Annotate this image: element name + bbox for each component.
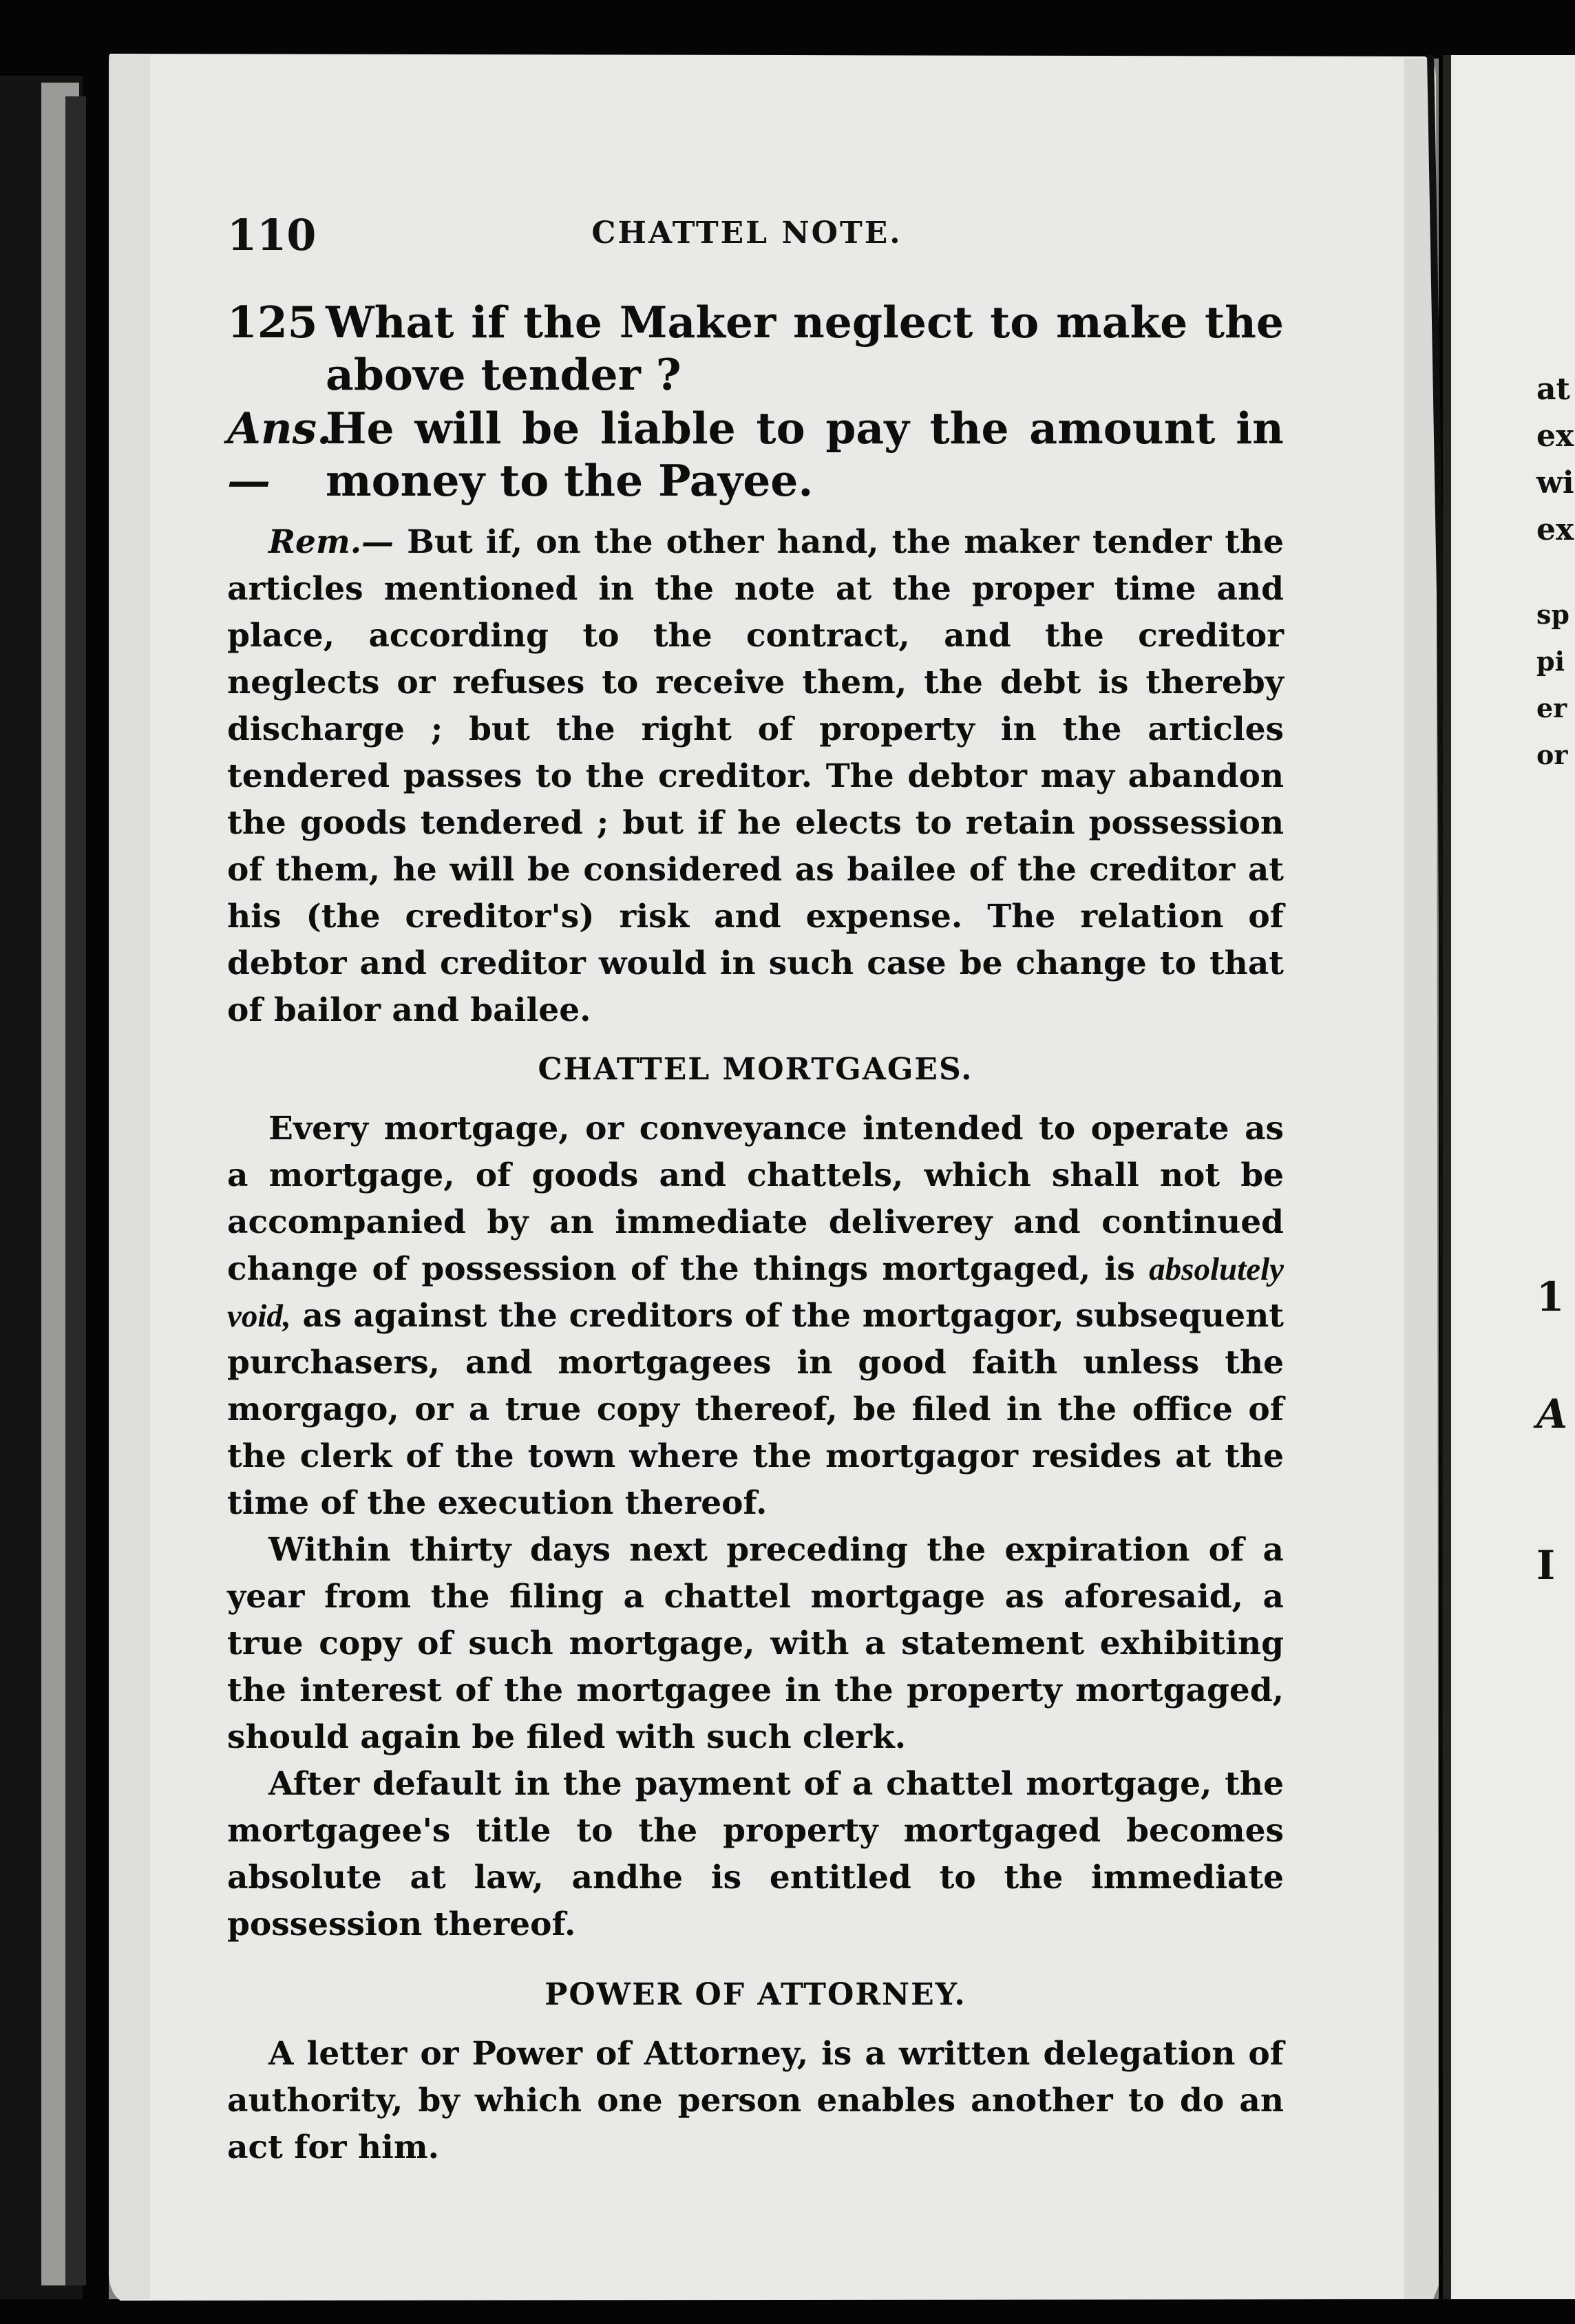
facing-fragment: er [1536, 693, 1567, 723]
paragraph-text: as against the creditors of the mortgagor, subsequent purchasers, and mortgagees in good faith unless the morgago, or a true copy thereof, be filed in the office of the clerk of the town where the mortgagor resides at the time of the execution thereof. [227, 1297, 1284, 1522]
answer-block [227, 402, 1284, 507]
page-number: 110 [227, 210, 317, 260]
page-header [227, 210, 1267, 272]
power-of-attorney-paragraph: A letter or Power of Attorney, is a written delegation of authority, by which one person enables another to do an act for him. [227, 2035, 1284, 2166]
facing-fragment: ex [1536, 419, 1574, 454]
power-of-attorney-heading: POWER OF ATTORNEY. [545, 1977, 966, 2012]
facing-fragment: 1 [1536, 1274, 1565, 1320]
book-page [110, 48, 1439, 2299]
answer-text: He will be liable to pay the amount in money to the Payee. [326, 403, 1284, 506]
paragraph-text: Every mortgage, or conveyance intended to operate as a mortgage, of goods and chattels, which shall not be accompanied by an immediate deliverey and continued change of possession of the things mortgaged, is [227, 1110, 1284, 1288]
facing-fragment: at [1536, 372, 1570, 407]
question-text: What if the Maker neglect to make the above tender ? [326, 297, 1284, 400]
facing-fragment: A [1536, 1391, 1568, 1437]
chattel-mortgages-paragraph-3: After default in the payment of a chattel mortgage, the mortgagee's title to the property mortgaged becomes absolute at law, andhe is entitled to the immediate possession thereof. [227, 1765, 1284, 1943]
chattel-mortgages-heading: CHATTEL MORTGAGES. [538, 1052, 973, 1087]
facing-fragment: or [1536, 739, 1568, 770]
facing-fragment: wi [1536, 465, 1574, 500]
question-number: 125 [227, 297, 318, 348]
facing-fragment: ex [1536, 512, 1574, 547]
remark-paragraph [227, 519, 1284, 1034]
question-block [227, 296, 1284, 401]
remark-label: Rem.— [268, 523, 394, 561]
answer-label: Ans.— [227, 403, 332, 506]
chattel-mortgages-paragraph-2: Within thirty days next preceding the expiration of a year from the filing a chattel mortgage as aforesaid, a true copy of such mortgage, with a statement exhibiting the interest of the mortgagee in the property mortgaged, should again be filed with such clerk. [227, 1531, 1284, 1756]
facing-fragment: I [1536, 1542, 1556, 1589]
remark-text: But if, on the other hand, the maker tender the articles mentioned in the note at the proper time and place, according to the contract, and the creditor neglects or refuses to receive them, the debt is thereby discharge ; but the right of property in the articles tendered passes to the creditor. The debtor may abandon the goods tendered ; but if he elects to retain possession of them, he will be considered as bailee of the creditor at his (the creditor's) risk and expense. The relation of debtor and creditor would in such case be change to that of bailor and bailee. [227, 523, 1284, 1029]
page-body [227, 296, 1284, 2171]
chattel-mortgages-paragraph-1 [227, 1106, 1284, 1527]
facing-fragment: sp [1536, 599, 1569, 630]
emphasis-text: absolutely void, [227, 1251, 1284, 1334]
facing-fragment: pi [1536, 646, 1565, 677]
running-title: CHATTEL NOTE. [591, 215, 902, 251]
